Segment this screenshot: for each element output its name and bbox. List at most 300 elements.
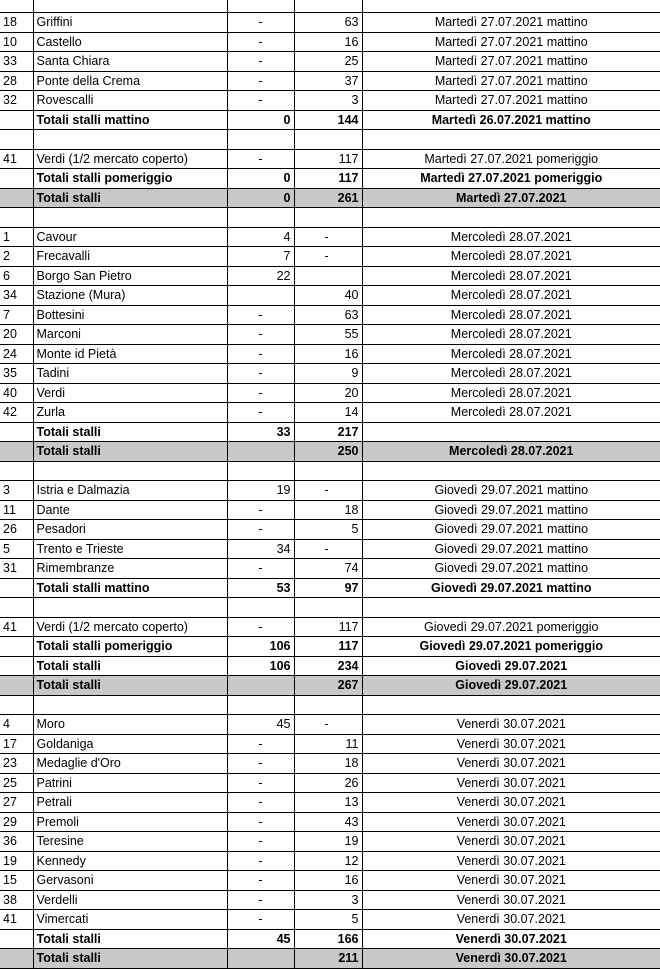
- location-cell: Vimercati: [33, 910, 227, 930]
- col-a-cell: 45: [227, 715, 294, 735]
- date-cell: Venerdì 30.07.2021: [362, 754, 660, 774]
- stall-id-cell: 17: [0, 734, 33, 754]
- col-b-cell: -: [294, 715, 362, 735]
- table-row: [0, 32, 660, 52]
- location-cell: Istria e Dalmazia: [33, 481, 227, 501]
- col-b-cell: 117: [294, 637, 362, 657]
- stall-id-cell: [0, 169, 33, 189]
- stall-id-cell: 28: [0, 71, 33, 91]
- date-cell: [362, 422, 660, 442]
- total-row: [0, 676, 660, 696]
- stall-id-cell: 1: [0, 227, 33, 247]
- col-b-cell: 144: [294, 110, 362, 130]
- date-cell: [362, 695, 660, 715]
- date-cell: Venerdì 30.07.2021: [362, 734, 660, 754]
- stall-id-cell: 36: [0, 832, 33, 852]
- col-a-cell: [227, 286, 294, 306]
- location-cell: Verdi: [33, 383, 227, 403]
- date-cell: [362, 598, 660, 618]
- stall-id-cell: 38: [0, 890, 33, 910]
- col-a-cell: 7: [227, 247, 294, 267]
- col-a-cell: -: [227, 871, 294, 891]
- col-b-cell: -: [294, 227, 362, 247]
- location-cell: Totali stalli pomeriggio: [33, 637, 227, 657]
- col-b-cell: 40: [294, 286, 362, 306]
- col-a-cell: -: [227, 734, 294, 754]
- stall-id-cell: [0, 676, 33, 696]
- col-b-cell: 211: [294, 949, 362, 969]
- location-cell: Totali stalli: [33, 676, 227, 696]
- location-cell: Totali stalli: [33, 949, 227, 969]
- col-b-cell: 16: [294, 871, 362, 891]
- table-row: [0, 754, 660, 774]
- col-a-cell: 4: [227, 227, 294, 247]
- stall-id-cell: 33: [0, 52, 33, 72]
- date-cell: Giovedì 29.07.2021: [362, 656, 660, 676]
- col-a-cell: 0: [227, 110, 294, 130]
- col-b-cell: 9: [294, 364, 362, 384]
- col-b-cell: [294, 461, 362, 481]
- col-b-cell: 74: [294, 559, 362, 579]
- col-a-cell: -: [227, 890, 294, 910]
- col-b-cell: 166: [294, 929, 362, 949]
- table-row: [0, 52, 660, 72]
- col-a-cell: [227, 949, 294, 969]
- col-b-cell: 63: [294, 13, 362, 33]
- date-cell: Giovedì 29.07.2021 pomeriggio: [362, 617, 660, 637]
- stall-id-cell: 4: [0, 715, 33, 735]
- col-b-cell: 11: [294, 734, 362, 754]
- col-a-cell: 33: [227, 422, 294, 442]
- stall-id-cell: [0, 949, 33, 969]
- col-b-cell: 12: [294, 851, 362, 871]
- table-row: [0, 851, 660, 871]
- date-cell: Giovedì 29.07.2021 mattino: [362, 559, 660, 579]
- table-row: [0, 793, 660, 813]
- col-a-cell: [227, 442, 294, 462]
- date-cell: Mercoledì 28.07.2021: [362, 305, 660, 325]
- location-cell: Tadini: [33, 364, 227, 384]
- col-b-cell: 37: [294, 71, 362, 91]
- date-cell: Martedì 27.07.2021: [362, 188, 660, 208]
- stall-id-cell: [0, 110, 33, 130]
- date-cell: Giovedì 29.07.2021 pomeriggio: [362, 637, 660, 657]
- col-a-cell: 45: [227, 929, 294, 949]
- date-cell: Mercoledì 28.07.2021: [362, 325, 660, 345]
- subtotal-row: [0, 656, 660, 676]
- stall-id-cell: 20: [0, 325, 33, 345]
- date-cell: Giovedì 29.07.2021 mattino: [362, 481, 660, 501]
- stall-id-cell: [0, 461, 33, 481]
- stall-id-cell: [0, 130, 33, 150]
- total-row: [0, 188, 660, 208]
- col-a-cell: 19: [227, 481, 294, 501]
- date-cell: Martedì 27.07.2021 mattino: [362, 32, 660, 52]
- col-b-cell: 261: [294, 188, 362, 208]
- stall-id-cell: 24: [0, 344, 33, 364]
- date-cell: Martedì 27.07.2021 mattino: [362, 52, 660, 72]
- table-row: [0, 383, 660, 403]
- stall-id-cell: 5: [0, 539, 33, 559]
- location-cell: Goldaniga: [33, 734, 227, 754]
- stall-id-cell: 15: [0, 871, 33, 891]
- location-cell: Griffini: [33, 13, 227, 33]
- date-cell: Martedì 27.07.2021 mattino: [362, 91, 660, 111]
- col-b-cell: 14: [294, 403, 362, 423]
- col-b-cell: 19: [294, 832, 362, 852]
- col-a-cell: -: [227, 520, 294, 540]
- table-row: [0, 286, 660, 306]
- col-a-cell: -: [227, 910, 294, 930]
- col-a-cell: [227, 695, 294, 715]
- location-cell: Castello: [33, 32, 227, 52]
- table-row: [0, 812, 660, 832]
- date-cell: Martedì 27.07.2021 pomeriggio: [362, 149, 660, 169]
- col-a-cell: -: [227, 344, 294, 364]
- stall-id-cell: 7: [0, 305, 33, 325]
- col-b-cell: 117: [294, 169, 362, 189]
- table-row: [0, 890, 660, 910]
- col-b-cell: 18: [294, 754, 362, 774]
- date-cell: Giovedì 29.07.2021 mattino: [362, 578, 660, 598]
- date-cell: Venerdì 30.07.2021: [362, 871, 660, 891]
- table-row: [0, 520, 660, 540]
- table-row: [0, 832, 660, 852]
- location-cell: [33, 130, 227, 150]
- table-row: [0, 91, 660, 111]
- location-cell: Totali stalli mattino: [33, 578, 227, 598]
- date-cell: Venerdì 30.07.2021: [362, 812, 660, 832]
- col-a-cell: 53: [227, 578, 294, 598]
- stall-id-cell: [0, 695, 33, 715]
- location-cell: Bottesini: [33, 305, 227, 325]
- location-cell: Rovescalli: [33, 91, 227, 111]
- date-cell: Venerdì 30.07.2021: [362, 910, 660, 930]
- date-cell: Mercoledì 28.07.2021: [362, 247, 660, 267]
- date-cell: Mercoledì 28.07.2021: [362, 344, 660, 364]
- col-b-cell: 55: [294, 325, 362, 345]
- location-cell: Totali stalli: [33, 188, 227, 208]
- col-a-cell: -: [227, 403, 294, 423]
- location-cell: Frecavalli: [33, 247, 227, 267]
- date-cell: Venerdì 30.07.2021: [362, 832, 660, 852]
- total-row: [0, 442, 660, 462]
- col-a-cell: [227, 461, 294, 481]
- location-cell: Verdi (1/2 mercato coperto): [33, 149, 227, 169]
- location-cell: Stazione (Mura): [33, 286, 227, 306]
- col-b-cell: 13: [294, 793, 362, 813]
- stall-id-cell: 35: [0, 364, 33, 384]
- table-row: [0, 773, 660, 793]
- col-b-cell: [294, 266, 362, 286]
- stall-id-cell: 27: [0, 793, 33, 813]
- col-b-cell: 97: [294, 578, 362, 598]
- col-a-cell: -: [227, 500, 294, 520]
- location-cell: [33, 461, 227, 481]
- top-cell: [362, 0, 660, 13]
- table-row: [0, 227, 660, 247]
- stall-id-cell: 41: [0, 617, 33, 637]
- stall-id-cell: [0, 656, 33, 676]
- location-cell: Totali stalli: [33, 929, 227, 949]
- subtotal-row: [0, 578, 660, 598]
- spacer-row: [0, 208, 660, 228]
- col-a-cell: [227, 598, 294, 618]
- stall-id-cell: 2: [0, 247, 33, 267]
- date-cell: [362, 130, 660, 150]
- date-cell: Venerdì 30.07.2021: [362, 793, 660, 813]
- date-cell: Venerdì 30.07.2021: [362, 890, 660, 910]
- spacer-row: [0, 130, 660, 150]
- date-cell: Mercoledì 28.07.2021: [362, 442, 660, 462]
- col-a-cell: -: [227, 851, 294, 871]
- stall-id-cell: [0, 188, 33, 208]
- stall-id-cell: [0, 578, 33, 598]
- top-cell: [294, 0, 362, 13]
- col-a-cell: -: [227, 32, 294, 52]
- location-cell: Marconi: [33, 325, 227, 345]
- location-cell: Totali stalli: [33, 422, 227, 442]
- location-cell: Verdi (1/2 mercato coperto): [33, 617, 227, 637]
- table-row: [0, 910, 660, 930]
- location-cell: [33, 695, 227, 715]
- location-cell: Patrini: [33, 773, 227, 793]
- col-b-cell: [294, 695, 362, 715]
- date-cell: Giovedì 29.07.2021 mattino: [362, 520, 660, 540]
- col-b-cell: 5: [294, 910, 362, 930]
- col-a-cell: -: [227, 52, 294, 72]
- location-cell: Trento e Trieste: [33, 539, 227, 559]
- table-row: [0, 266, 660, 286]
- stall-id-cell: 25: [0, 773, 33, 793]
- date-cell: [362, 461, 660, 481]
- location-cell: Moro: [33, 715, 227, 735]
- location-cell: [33, 208, 227, 228]
- col-b-cell: [294, 130, 362, 150]
- col-a-cell: -: [227, 617, 294, 637]
- col-a-cell: -: [227, 325, 294, 345]
- date-cell: Martedì 27.07.2021 mattino: [362, 71, 660, 91]
- table-row: [0, 559, 660, 579]
- table-row: [0, 344, 660, 364]
- stall-id-cell: 19: [0, 851, 33, 871]
- date-cell: Martedì 27.07.2021 pomeriggio: [362, 169, 660, 189]
- col-a-cell: -: [227, 149, 294, 169]
- stall-id-cell: 40: [0, 383, 33, 403]
- col-b-cell: -: [294, 481, 362, 501]
- location-cell: Kennedy: [33, 851, 227, 871]
- location-cell: Premoli: [33, 812, 227, 832]
- col-a-cell: 34: [227, 539, 294, 559]
- col-a-cell: -: [227, 559, 294, 579]
- stall-id-cell: 42: [0, 403, 33, 423]
- table-top-row: [0, 0, 660, 13]
- col-b-cell: 267: [294, 676, 362, 696]
- col-b-cell: 16: [294, 32, 362, 52]
- stall-id-cell: 26: [0, 520, 33, 540]
- stall-id-cell: [0, 442, 33, 462]
- date-cell: Venerdì 30.07.2021: [362, 851, 660, 871]
- col-b-cell: 20: [294, 383, 362, 403]
- location-cell: Pesadori: [33, 520, 227, 540]
- col-b-cell: [294, 598, 362, 618]
- col-a-cell: -: [227, 832, 294, 852]
- table-row: [0, 149, 660, 169]
- col-b-cell: -: [294, 247, 362, 267]
- col-a-cell: 106: [227, 637, 294, 657]
- col-b-cell: 26: [294, 773, 362, 793]
- col-a-cell: -: [227, 305, 294, 325]
- col-b-cell: 217: [294, 422, 362, 442]
- location-cell: Medaglie d'Oro: [33, 754, 227, 774]
- spacer-row: [0, 461, 660, 481]
- location-cell: Ponte della Crema: [33, 71, 227, 91]
- col-a-cell: -: [227, 812, 294, 832]
- date-cell: Giovedì 29.07.2021 mattino: [362, 539, 660, 559]
- table-row: [0, 247, 660, 267]
- location-cell: Borgo San Pietro: [33, 266, 227, 286]
- table-row: [0, 871, 660, 891]
- date-cell: Martedì 26.07.2021 mattino: [362, 110, 660, 130]
- col-a-cell: 106: [227, 656, 294, 676]
- table-row: [0, 734, 660, 754]
- col-a-cell: -: [227, 13, 294, 33]
- subtotal-row: [0, 110, 660, 130]
- stall-id-cell: 10: [0, 32, 33, 52]
- stall-id-cell: [0, 929, 33, 949]
- stall-id-cell: [0, 208, 33, 228]
- subtotal-row: [0, 169, 660, 189]
- col-b-cell: 25: [294, 52, 362, 72]
- date-cell: Mercoledì 28.07.2021: [362, 286, 660, 306]
- top-cell: [0, 0, 33, 13]
- spacer-row: [0, 598, 660, 618]
- stall-id-cell: 6: [0, 266, 33, 286]
- location-cell: Rimembranze: [33, 559, 227, 579]
- date-cell: Martedì 27.07.2021 mattino: [362, 13, 660, 33]
- table-row: [0, 13, 660, 33]
- col-b-cell: 63: [294, 305, 362, 325]
- stall-id-cell: [0, 598, 33, 618]
- date-cell: Venerdì 30.07.2021: [362, 773, 660, 793]
- col-b-cell: 117: [294, 617, 362, 637]
- location-cell: Gervasoni: [33, 871, 227, 891]
- table-row: [0, 500, 660, 520]
- date-cell: Mercoledì 28.07.2021: [362, 403, 660, 423]
- table-row: [0, 403, 660, 423]
- table-row: [0, 364, 660, 384]
- location-cell: Zurla: [33, 403, 227, 423]
- location-cell: Santa Chiara: [33, 52, 227, 72]
- stall-id-cell: 23: [0, 754, 33, 774]
- col-a-cell: [227, 676, 294, 696]
- stall-id-cell: 34: [0, 286, 33, 306]
- table-row: [0, 539, 660, 559]
- date-cell: Mercoledì 28.07.2021: [362, 383, 660, 403]
- stall-id-cell: 41: [0, 149, 33, 169]
- col-a-cell: -: [227, 383, 294, 403]
- col-b-cell: 16: [294, 344, 362, 364]
- col-b-cell: -: [294, 539, 362, 559]
- table-row: [0, 71, 660, 91]
- top-cell: [33, 0, 227, 13]
- location-cell: [33, 598, 227, 618]
- col-b-cell: 5: [294, 520, 362, 540]
- col-a-cell: -: [227, 793, 294, 813]
- col-a-cell: -: [227, 364, 294, 384]
- col-a-cell: 0: [227, 169, 294, 189]
- col-a-cell: 0: [227, 188, 294, 208]
- date-cell: Mercoledì 28.07.2021: [362, 364, 660, 384]
- col-b-cell: 43: [294, 812, 362, 832]
- spacer-row: [0, 695, 660, 715]
- date-cell: Mercoledì 28.07.2021: [362, 266, 660, 286]
- location-cell: Petrali: [33, 793, 227, 813]
- stall-id-cell: [0, 637, 33, 657]
- location-cell: Verdelli: [33, 890, 227, 910]
- col-b-cell: [294, 208, 362, 228]
- stall-id-cell: 32: [0, 91, 33, 111]
- subtotal-row: [0, 929, 660, 949]
- subtotal-row: [0, 422, 660, 442]
- date-cell: Giovedì 29.07.2021 mattino: [362, 500, 660, 520]
- col-b-cell: 3: [294, 890, 362, 910]
- location-cell: Cavour: [33, 227, 227, 247]
- stall-id-cell: 41: [0, 910, 33, 930]
- col-b-cell: 250: [294, 442, 362, 462]
- date-cell: Mercoledì 28.07.2021: [362, 227, 660, 247]
- col-a-cell: -: [227, 754, 294, 774]
- date-cell: Giovedì 29.07.2021: [362, 676, 660, 696]
- col-a-cell: 22: [227, 266, 294, 286]
- location-cell: Monte id Pietà: [33, 344, 227, 364]
- table-row: [0, 481, 660, 501]
- total-row: [0, 949, 660, 969]
- date-cell: Venerdì 30.07.2021: [362, 715, 660, 735]
- col-b-cell: 234: [294, 656, 362, 676]
- table-row: [0, 715, 660, 735]
- col-b-cell: 18: [294, 500, 362, 520]
- date-cell: [362, 208, 660, 228]
- table-row: [0, 325, 660, 345]
- stall-id-cell: 31: [0, 559, 33, 579]
- date-cell: Venerdì 30.07.2021: [362, 949, 660, 969]
- table-row: [0, 617, 660, 637]
- stall-id-cell: 3: [0, 481, 33, 501]
- subtotal-row: [0, 637, 660, 657]
- col-a-cell: -: [227, 91, 294, 111]
- location-cell: Totali stalli mattino: [33, 110, 227, 130]
- date-cell: Venerdì 30.07.2021: [362, 929, 660, 949]
- top-cell: [227, 0, 294, 13]
- location-cell: Totali stalli: [33, 442, 227, 462]
- col-a-cell: -: [227, 71, 294, 91]
- table-row: [0, 305, 660, 325]
- col-a-cell: [227, 208, 294, 228]
- location-cell: Teresine: [33, 832, 227, 852]
- stall-id-cell: 18: [0, 13, 33, 33]
- col-a-cell: [227, 130, 294, 150]
- col-b-cell: 3: [294, 91, 362, 111]
- stall-id-cell: 29: [0, 812, 33, 832]
- location-cell: Dante: [33, 500, 227, 520]
- col-b-cell: 117: [294, 149, 362, 169]
- location-cell: Totali stalli pomeriggio: [33, 169, 227, 189]
- stall-id-cell: 11: [0, 500, 33, 520]
- col-a-cell: -: [227, 773, 294, 793]
- location-cell: Totali stalli: [33, 656, 227, 676]
- stall-id-cell: [0, 422, 33, 442]
